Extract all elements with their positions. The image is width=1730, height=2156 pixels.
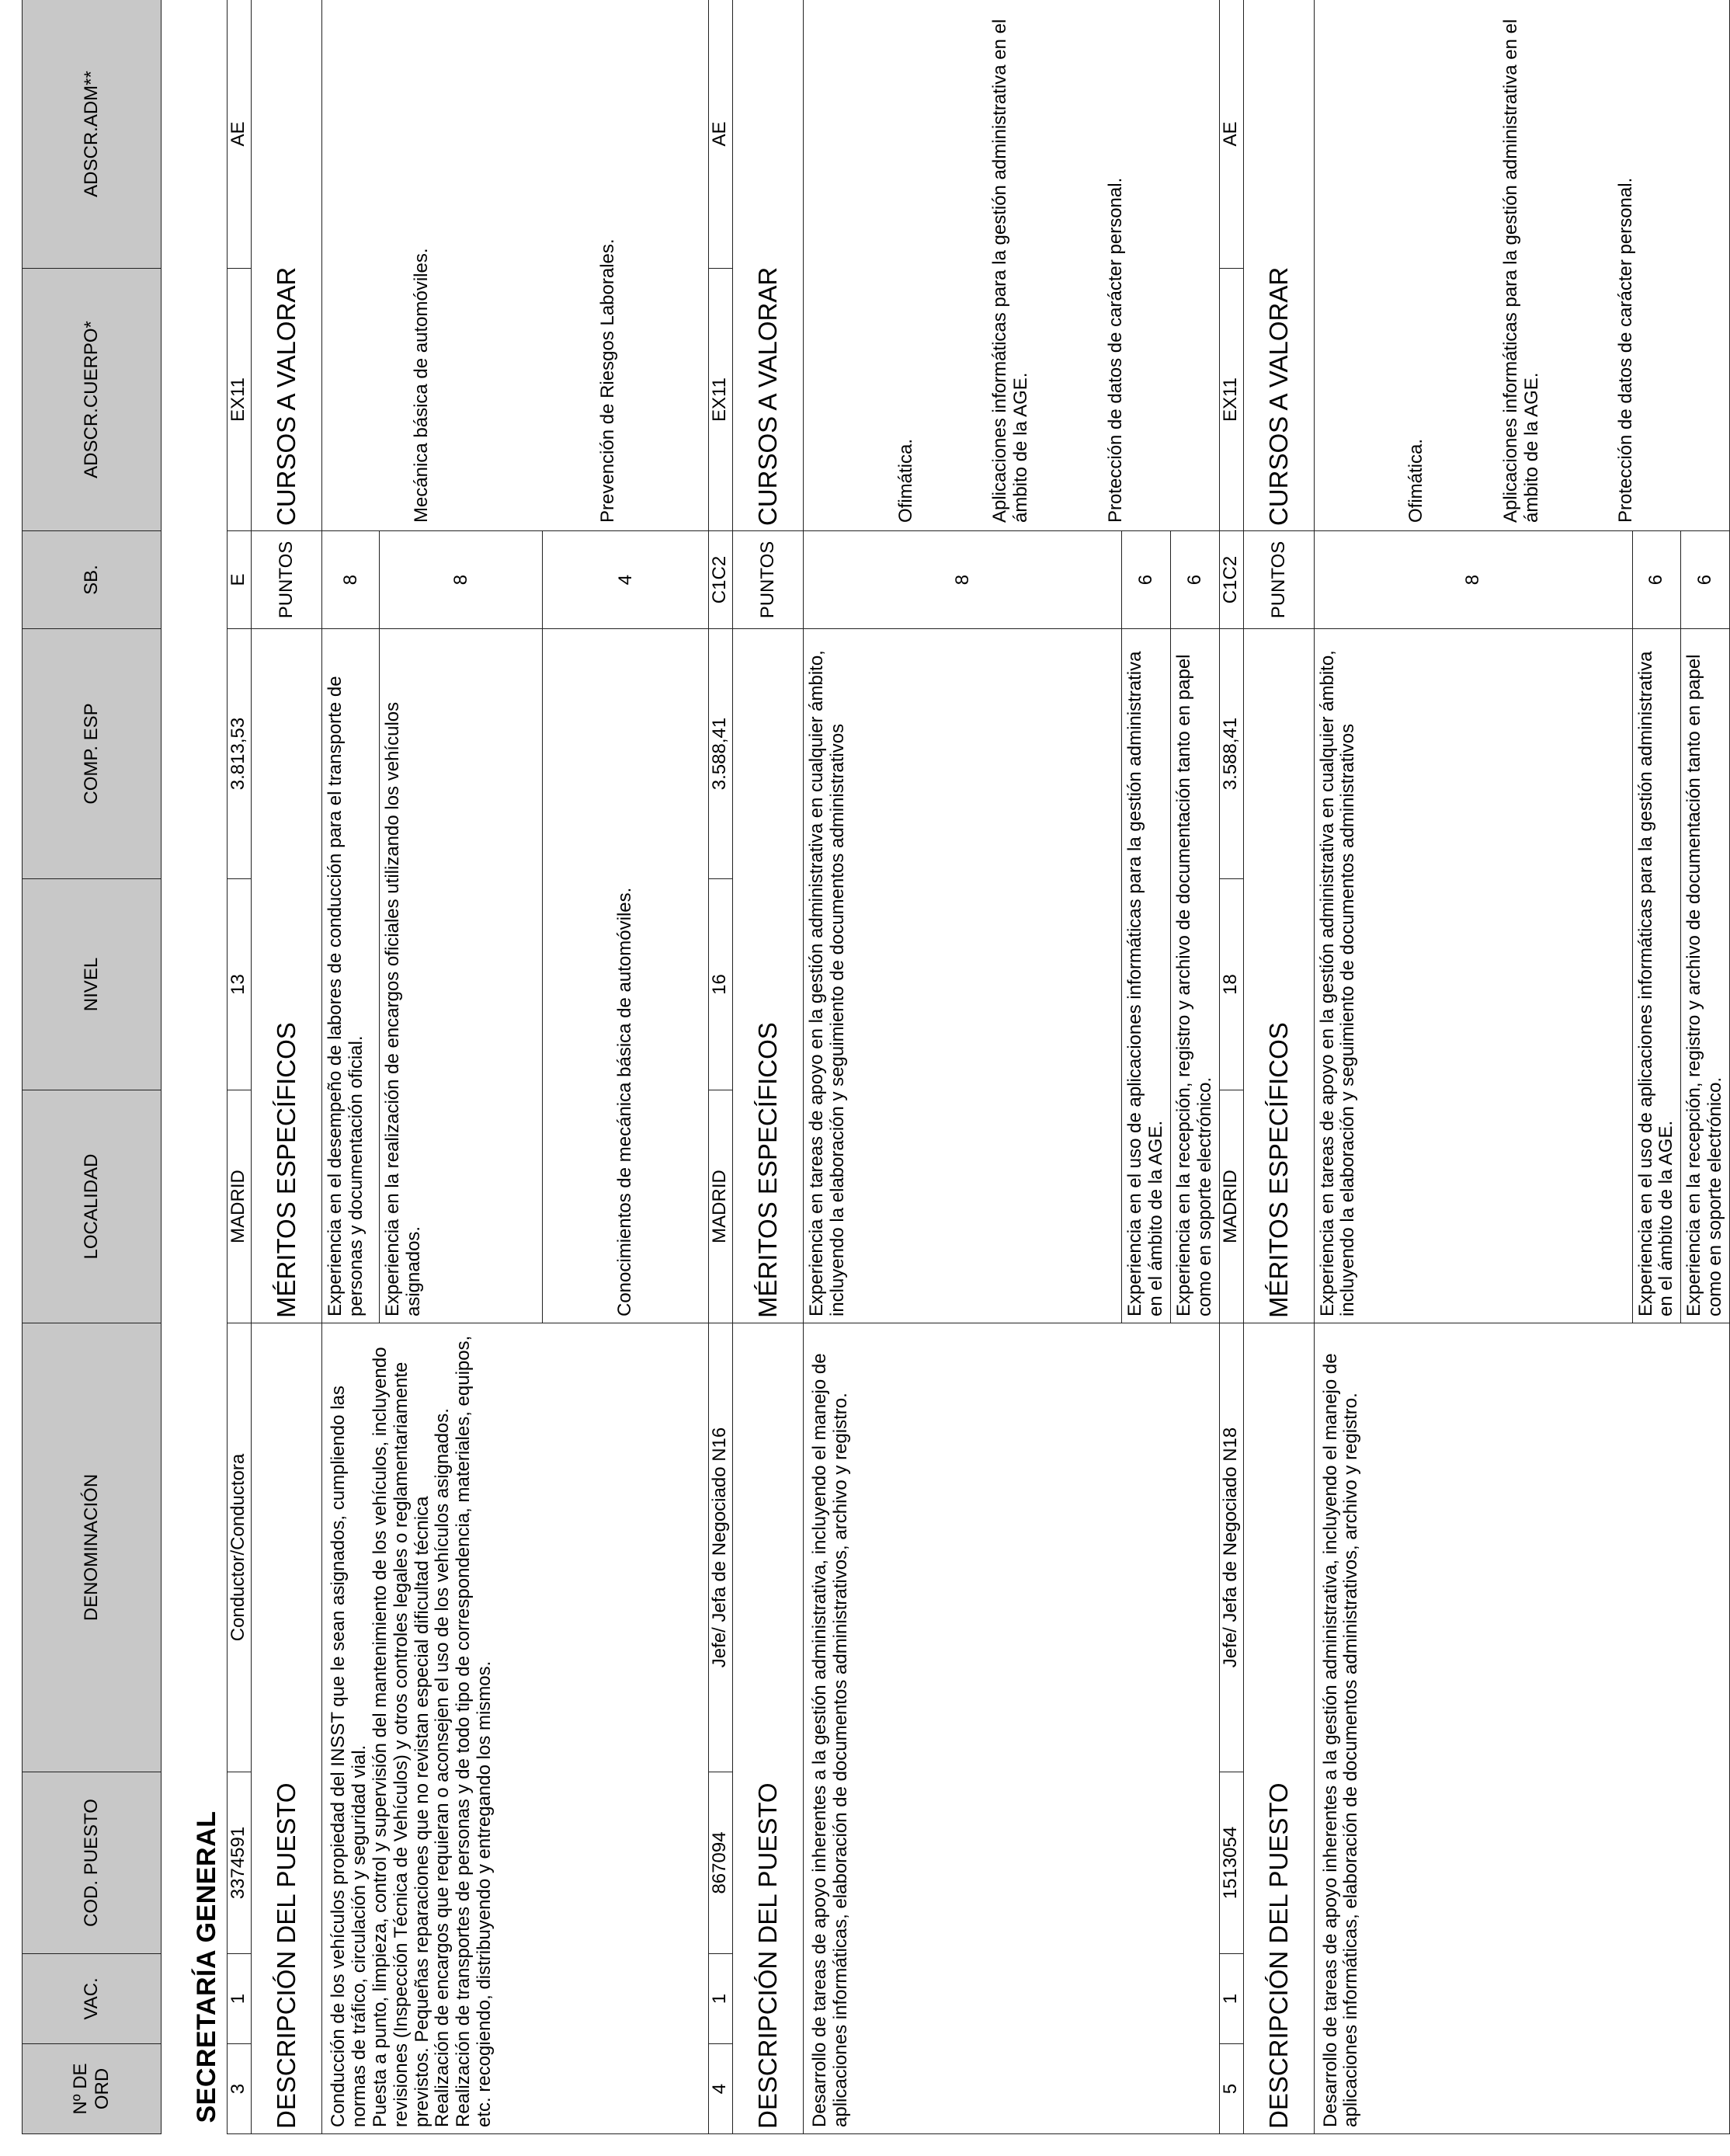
header-nord: Nº DE ORD xyxy=(23,2044,162,2134)
courses-list xyxy=(325,0,707,530)
points-heading: PUNTOS xyxy=(252,531,322,629)
cell-comp: 3.588,41 xyxy=(1219,629,1243,879)
block-header-row xyxy=(252,0,322,2134)
header-row xyxy=(23,0,162,2134)
header-comp: COMP. ESP xyxy=(23,629,162,879)
merit-text: Experiencia en el uso de aplicaciones informáticas para la gestión administrativa en el ámbito de la AGE. xyxy=(1632,629,1681,1323)
cell-cod: 867094 xyxy=(709,1772,733,1954)
merit-row xyxy=(804,0,1122,2134)
cell-cuerpo: EX11 xyxy=(228,269,252,531)
cell-cuerpo: EX11 xyxy=(709,269,733,531)
block-header-row xyxy=(1243,0,1314,2134)
position-row xyxy=(228,0,252,2134)
description-heading: DESCRIPCIÓN DEL PUESTO xyxy=(252,1323,322,2134)
course-item: Protección de datos de carácter personal. xyxy=(1615,177,1637,523)
header-nivel: NIVEL xyxy=(23,879,162,1090)
header-sb: SB. xyxy=(23,531,162,629)
header-denominacion: DENOMINACIÓN xyxy=(23,1323,162,1772)
merit-text: Experiencia en el uso de aplicaciones informáticas para la gestión administrativa en el ámbito de la AGE. xyxy=(1122,629,1171,1323)
description-paragraph: Realización de encargos que requieran o aconsejen el uso de los vehículos asignados. Realización de transportes de personas y de todo tipo de correspondencia, materiales, equipos, etc. recogiendo, distribuyendo y entregando los mismos. xyxy=(432,1335,495,2127)
description-heading: DESCRIPCIÓN DEL PUESTO xyxy=(733,1323,804,2134)
header-cuerpo: ADSCR.CUERPO* xyxy=(23,269,162,531)
course-item: Mecánica básica de automóviles. xyxy=(411,248,432,523)
course-item: Ofimática. xyxy=(895,438,916,523)
courses-list xyxy=(854,0,1168,530)
merit-points: 6 xyxy=(1122,531,1171,629)
description-paragraph: Desarrollo de tareas de apoyo inherentes a la gestión administrativa, incluyendo el manejo de aplicaciones informáticas, elaboración de documentos administrativos, archivo y registro. xyxy=(1319,1353,1362,2127)
merit-row xyxy=(322,0,380,2134)
courses-cell xyxy=(322,0,709,531)
merit-row xyxy=(1314,0,1632,2134)
points-heading: PUNTOS xyxy=(1243,531,1314,629)
merit-points: 6 xyxy=(1681,531,1730,629)
cell-nord: 4 xyxy=(709,2044,733,2134)
description-cell xyxy=(1314,1323,1730,2134)
merit-points: 4 xyxy=(543,531,709,629)
cell-vac: 1 xyxy=(709,1954,733,2044)
header-adm: ADSCR.ADM** xyxy=(23,0,162,269)
merit-points: 8 xyxy=(1314,531,1632,629)
merit-text: Experiencia en tareas de apoyo en la gestión administrativa en cualquier ámbito, incluyendo la elaboración y seguimiento de documentos administrativos xyxy=(1314,629,1632,1323)
section-title: SECRETARÍA GENERAL xyxy=(192,1810,221,2123)
cell-nivel: 18 xyxy=(1219,879,1243,1090)
cell-nivel: 13 xyxy=(228,879,252,1090)
merit-points: 6 xyxy=(1632,531,1681,629)
positions-table xyxy=(22,0,1730,2134)
document-page xyxy=(22,0,1726,2134)
cell-sb: C1C2 xyxy=(1219,531,1243,629)
position-row xyxy=(1219,0,1243,2134)
block-header-row xyxy=(733,0,804,2134)
cell-cod: 1513054 xyxy=(1219,1772,1243,1954)
merit-points: 8 xyxy=(804,531,1122,629)
merit-points: 6 xyxy=(1170,531,1219,629)
description-paragraph: Conducción de los vehículos propiedad del INSST que le sean asignados, cumpliendo las normas de tráfico, circulación y seguridad vial. xyxy=(328,1386,370,2127)
cell-sb: C1C2 xyxy=(709,531,733,629)
cell-sb: E xyxy=(228,531,252,629)
courses-cell xyxy=(804,0,1220,531)
courses-heading: CURSOS A VALORAR xyxy=(733,0,804,531)
cell-denom: Jefe/ Jefa de Negociado N16 xyxy=(709,1323,733,1772)
header-cod: COD. PUESTO xyxy=(23,1772,162,1954)
position-row xyxy=(709,0,733,2134)
course-item: Prevención de Riesgos Laborales. xyxy=(597,238,619,523)
cell-denom: Conductor/Conductora xyxy=(228,1323,252,1772)
course-item: Aplicaciones informáticas para la gestión administrativa en el ámbito de la AGE. xyxy=(1499,19,1542,523)
cell-comp: 3.813,53 xyxy=(228,629,252,879)
cell-cod: 3374591 xyxy=(228,1772,252,1954)
course-item: Protección de datos de carácter personal. xyxy=(1104,177,1126,523)
merits-heading: MÉRITOS ESPECÍFICOS xyxy=(733,629,804,1323)
cell-vac: 1 xyxy=(1219,1954,1243,2044)
cell-loc: MADRID xyxy=(709,1090,733,1323)
cell-denom: Jefe/ Jefa de Negociado N18 xyxy=(1219,1323,1243,1772)
header-localidad: LOCALIDAD xyxy=(23,1090,162,1323)
cell-loc: MADRID xyxy=(1219,1090,1243,1323)
description-paragraph: Desarrollo de tareas de apoyo inherentes a la gestión administrativa, incluyendo el manejo de aplicaciones informáticas, elaboración de documentos administrativos, archivo y registro. xyxy=(809,1353,851,2127)
merit-text: Experiencia en el desempeño de labores de conducción para el transporte de personas y documentación oficial. xyxy=(322,629,380,1323)
cell-loc: MADRID xyxy=(228,1090,252,1323)
cell-vac: 1 xyxy=(228,1954,252,2044)
points-heading: PUNTOS xyxy=(733,531,804,629)
cell-comp: 3.588,41 xyxy=(709,629,733,879)
cell-cuerpo: EX11 xyxy=(1219,269,1243,531)
description-cell xyxy=(804,1323,1220,2134)
course-item: Ofimática. xyxy=(1405,438,1427,523)
description-cell xyxy=(322,1323,709,2134)
merit-text: Experiencia en la realización de encargos oficiales utilizando los vehículos asignados. xyxy=(380,629,543,1323)
description-heading: DESCRIPCIÓN DEL PUESTO xyxy=(1243,1323,1314,2134)
cell-adm: AE xyxy=(1219,0,1243,269)
courses-cell xyxy=(1314,0,1730,531)
cell-nivel: 16 xyxy=(709,879,733,1090)
cell-nord: 3 xyxy=(228,2044,252,2134)
header-vac: VAC. xyxy=(23,1954,162,2044)
section-row xyxy=(162,0,228,2134)
course-item: Aplicaciones informáticas para la gestión administrativa en el ámbito de la AGE. xyxy=(989,19,1032,523)
merit-points: 8 xyxy=(380,531,543,629)
merit-text: Experiencia en tareas de apoyo en la gestión administrativa en cualquier ámbito, incluyendo la elaboración y seguimiento de documentos administrativos xyxy=(804,629,1122,1323)
merits-heading: MÉRITOS ESPECÍFICOS xyxy=(1243,629,1314,1323)
description-paragraph: Puesta a punto, limpieza, control y supervisión del mantenimiento de los vehículos, incluyendo revisiones (Inspección Técnica de Vehículos) y otros controles legales o reglamentariamente previstos. Pequeñas reparaciones que no revistan especial dificultad técnica xyxy=(369,1347,432,2127)
courses-list xyxy=(1365,0,1679,530)
merit-text: Experiencia en la recepción, registro y archivo de documentación tanto en papel como en soporte electrónico. xyxy=(1170,629,1219,1323)
merits-heading: MÉRITOS ESPECÍFICOS xyxy=(252,629,322,1323)
merit-text: Conocimientos de mecánica básica de automóviles. xyxy=(543,629,709,1323)
cell-adm: AE xyxy=(709,0,733,269)
courses-heading: CURSOS A VALORAR xyxy=(1243,0,1314,531)
cell-adm: AE xyxy=(228,0,252,269)
cell-nord: 5 xyxy=(1219,2044,1243,2134)
courses-heading: CURSOS A VALORAR xyxy=(252,0,322,531)
merit-text: Experiencia en la recepción, registro y archivo de documentación tanto en papel como en soporte electrónico. xyxy=(1681,629,1730,1323)
merit-points: 8 xyxy=(322,531,380,629)
